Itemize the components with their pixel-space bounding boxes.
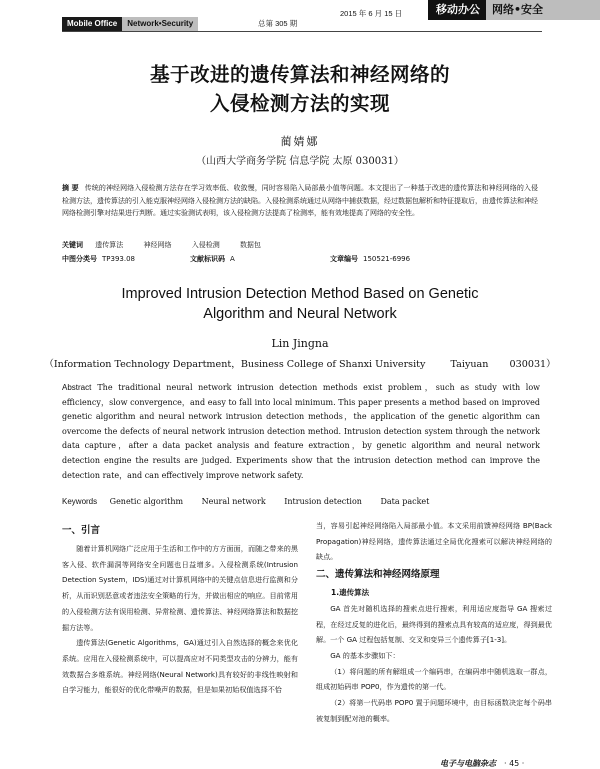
body-paragraph: 当，容易引起神经网络陷入局部最小值。本文采用前馈神经网络 BP(Back Propagation)神经网络，遗传算法通过全局优化搜索可以解决神经网络的缺点。 (316, 521, 552, 562)
affiliation-cn: （山西大学商务学院 信息学院 太原 030031） (196, 156, 404, 167)
body-right-column (316, 518, 552, 726)
body-paragraph: GA 首先对随机选择的搜索点进行搜索，利用适应度指导 GA 搜索过程，在经过反复的进化后，最终得到的搜索点具有较高的适应度，得到最优解。一个 GA 过程包括复制、交叉和变异三个遗传算子[1-3]。 (316, 603, 552, 645)
subsection-heading-ga: 1.遗传算法 (331, 588, 370, 598)
paper-title-en-line1: Improved Intrusion Detection Method Based on Genetic (121, 286, 479, 302)
classification-row (62, 254, 538, 264)
affiliation-en (0, 356, 600, 370)
column-banner-mobile: 移动办公 (428, 0, 486, 20)
paper-title-en (0, 284, 600, 324)
keyword-cn: 遗传算法 (95, 241, 124, 249)
body-paragraph: （2）将第一代码串 POP0 置于问题环境中，由目标函数决定每个码串被复制到配对池的概率。 (316, 698, 552, 723)
paper-title-cn-line2: 入侵检测方法的实现 (209, 92, 390, 115)
author-en: Lin Jingna (271, 337, 329, 350)
paper-title-en-line2: Algorithm and Neural Network (203, 306, 397, 322)
doc-code: A (230, 255, 235, 263)
column-banner-network: 网络•安全 (486, 0, 600, 20)
keyword-cn: 数据包 (239, 241, 261, 249)
clc-number: TP393.08 (102, 255, 135, 263)
abstract-cn-text: 传统的神经网络入侵检测方法存在学习效率低、收敛慢，同时容易陷入局部最小值等问题。本文提出了一种基于改进的遗传算法和神经网络的入侵检测方法，遗传算法的引入能克服神经网络入侵检测方法的缺陷。入侵检测系统通过从网络中捕获数据，经过数据包解析和特征提取后，由遗传算法和神经网络检测引擎对结果进行判断。通过实验测试表明，该入侵检测方法提高了检测率，能有效地提高了网络的安全性。 (62, 184, 539, 218)
keyword-en: Neural network (201, 497, 266, 506)
doc-code-label: 文献标识码 (190, 255, 225, 263)
section-tag-mobile-office: Mobile Office (62, 17, 122, 31)
keyword-en: Intrusion detection (284, 497, 362, 506)
header-rule (62, 31, 542, 32)
keywords-cn (62, 240, 279, 250)
body-paragraph: 遗传算法(Genetic Algorithms，GA)通过引入自然选择的概念来优化系统。应用在入侵检测系统中，可以提高应对不同类型攻击的分辨力，能有效数据合多维系统。神经网络(Neural Network)具有较好的非线性映射和自学习能力，能很好的优化带噪声的数据，但是如果初始权值选择不恰 (62, 638, 298, 695)
publication-date: 2015 年 6 月 15 日 (340, 9, 403, 18)
clc-label: 中图分类号 (62, 255, 97, 263)
body-paragraph: 随着计算机网络广泛应用于生活和工作中的方方面面，而随之带来的黑客入侵、软件漏洞等网络安全问题也日益增多。入侵检测系统(Intrusion Detection System，IDS)通过对计算机网络中的关键点信息进行监测和分析，从而识别恶意或者违法安全策略的行为，并做出相应的响应。目前常用的入侵检测方法有误用检测、异常检测、遗传算法、神经网络算法和数据挖掘方法等。 (62, 544, 298, 632)
abstract-en-label: Abstract (62, 383, 92, 392)
abstract-en (62, 381, 540, 483)
paper-title-cn (0, 60, 600, 118)
section-heading-principles: 二、遗传算法和神经网络原理 (316, 569, 440, 581)
keyword-cn: 神经网络 (143, 241, 172, 249)
affiliation-en-zip: 030031） (509, 359, 556, 370)
page-footer (440, 758, 524, 769)
keywords-en (62, 497, 445, 506)
section-heading-introduction: 一、引言 (62, 525, 101, 536)
abstract-en-text: The traditional neural network intrusion detection methods exist problem，such as study with low efficiency，slow convergence，and easy to fall into local minimum. This paper presents a method based on improved genetic algorithm and neural network intrusion detection methods，the application of the genetic algorithm can overcome the defects of neural network intrusion detection method. Intrusion detection system through the network data capture，after a data packet analysis and feature extraction，by genetic algorithm and neural network detection engine the results are judged. Experiments show that the intrusion detection method can improve the detection rate，and can effectively improve network safety. (62, 383, 540, 480)
article-number-label: 文章编号 (330, 255, 358, 263)
keywords-cn-label: 关键词 (62, 241, 83, 249)
journal-name: 电子与电脑杂志 (440, 759, 496, 768)
body-paragraph: GA 的基本步骤如下： (330, 650, 400, 660)
section-tag-network-security: Network•Security (122, 17, 198, 31)
affiliation-en-city: Taiyuan (450, 359, 489, 370)
keyword-cn: 入侵检测 (191, 241, 220, 249)
abstract-cn (62, 182, 538, 220)
keywords-en-label: Keywords (62, 497, 98, 506)
article-number: 150521-6996 (363, 255, 411, 263)
body-left-column (62, 521, 298, 698)
body-paragraph: （1）将问题的所有解组成一个编码串，在编码串中随机选取一群点，组成初始码串 POP0，作为遗传的第一代。 (316, 666, 552, 692)
abstract-cn-label: 摘 要 (62, 184, 79, 192)
paper-title-cn-line1: 基于改进的遗传算法和神经网络的 (149, 63, 450, 86)
author-cn: 蔺婧娜 (280, 135, 320, 148)
column-banner (428, 0, 600, 20)
page-number: · 45 · (504, 759, 525, 768)
keyword-en: Data packet (380, 497, 430, 506)
affiliation-en-dept: （Information Technology Department，Business College of Shanxi University (44, 359, 426, 370)
keyword-en: Genetic algorithm (109, 497, 184, 506)
issue-number: 总第 305 期 (258, 19, 298, 28)
section-tag (62, 17, 198, 31)
